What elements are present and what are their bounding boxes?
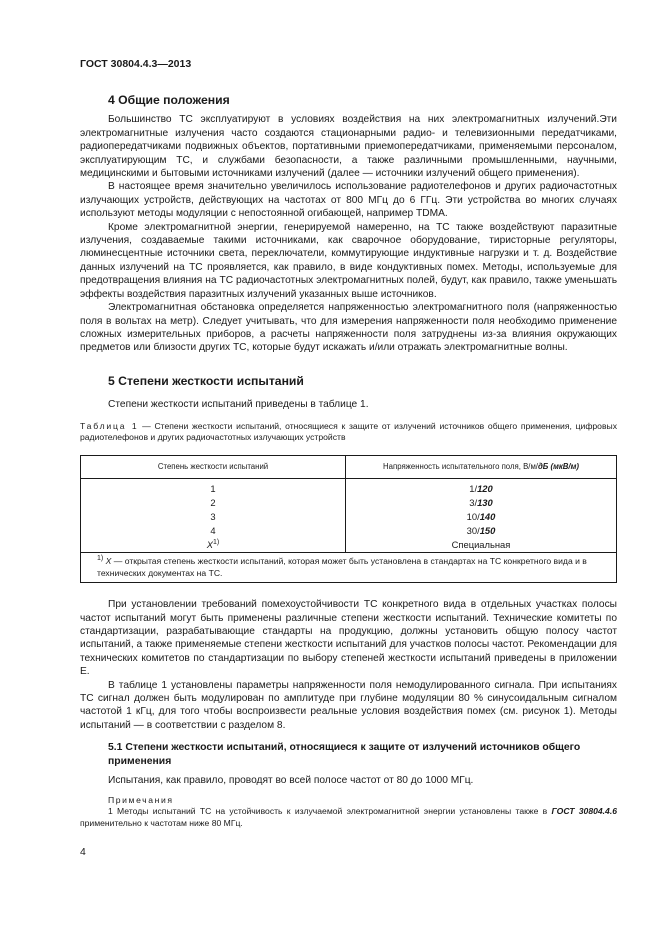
table-cell-value	[346, 496, 617, 510]
footnote-text: — открытая степень жесткости испытаний, которая может быть установлена в стандартах на ТС конкретного вида и в технических документах на ТС.	[97, 555, 587, 578]
footnote-marker: 1)	[97, 554, 104, 562]
table-1	[80, 455, 617, 583]
table-row	[81, 478, 617, 496]
table-cell-level	[81, 538, 346, 553]
footnote-x: X	[105, 555, 112, 566]
section-5-body	[80, 598, 617, 732]
table-cell-level: 2	[81, 496, 346, 510]
footnote-marker: 1)	[213, 538, 220, 546]
value-vm: 10/	[466, 510, 480, 522]
table-cell-value	[346, 510, 617, 524]
table-caption-text: — Степени жесткости испытаний, относящиеся к защите от излучений источников общего применения, цифровых радиотелефонов и других радиочастотных излучающих устройств	[80, 420, 617, 442]
section-5-title: 5 Степени жесткости испытаний	[108, 373, 304, 388]
section-5-1-lead: Испытания, как правило, проводят во всей полосе частот от 80 до 1000 МГц.	[108, 775, 474, 786]
special-level-x: X	[206, 538, 214, 550]
table-row	[81, 496, 617, 510]
section-5	[80, 375, 617, 732]
table-cell-value	[346, 524, 617, 538]
table-cell-level: 3	[81, 510, 346, 524]
table-cell-value	[346, 478, 617, 496]
note-1-text: 1 Методы испытаний ТС на устойчивость к излучаемой электромагнитной энергии установлены также в	[108, 806, 552, 817]
header-db-units: дБ (мкВ/м)	[537, 462, 579, 472]
table-header-level: Степень жесткости испытаний	[81, 455, 346, 478]
table-header-field-strength	[346, 455, 617, 478]
table-1-caption	[80, 421, 617, 443]
header-units: Напряженность испытательного поля, В/м/	[383, 462, 538, 472]
page-number: 4	[80, 847, 86, 858]
table-cell-value: Специальная	[346, 538, 617, 553]
section-4-paragraph: В настоящее время значительно увеличилось использование радиотелефонов и других радиочастотных излучающих устройств, действующих на частотах от 800 МГц до 6 ГГц. Эти устройства во многих случаях используют методы модуляции с непостоянной огибающей, например TDMA.	[80, 181, 617, 220]
table-cell-level: 4	[81, 524, 346, 538]
section-4-paragraph: Большинство ТС эксплуатируют в условиях воздействия на них электромагнитных излучений.Эти электромагнитные излучения часто создаются стационарными радио- и телевизионными передатчиками, радиопередатчиками подвижных объектов, портативными приемопередатчиками, применяемыми персоналом, эксплуатирующим ТС, и службами безопасности, а также различными промышленными, научными, медицинскими и бытовыми источниками излучений (далее — источники излучений общего применения).	[80, 114, 617, 180]
table-cell-level: 1	[81, 478, 346, 496]
section-4-paragraph: Кроме электромагнитной энергии, генерируемой намеренно, на ТС также воздействуют паразитные излучения, создаваемые такими источниками, как сварочное оборудование, тиристорные регуляторы, люминесцентные источники света, переключатели, коммутирующие индуктивные нагрузки и т. д. Воздействие данных излучений на ТС проявляется, как правило, в виде кондуктивных помех. Методы, используемые для предотвращения влияния на ТС радиочастотных электромагнитных полей, будут, как правило, также уменьшать эффекты воздействия паразитных излучений указанных выше источников.	[80, 221, 617, 300]
value-vm: 1/	[469, 482, 478, 494]
section-4	[80, 94, 617, 355]
value-vm: 3/	[469, 496, 478, 508]
value-db: 120	[477, 482, 493, 494]
section-4-title: 4 Общие положения	[108, 93, 230, 107]
section-5-paragraph: При установлении требований помехоустойчивости ТС конкретного вида в отдельных участках полосы частот испытаний могут быть применены различные степени жесткости испытаний. Технические комитеты по стандартизации, разрабатывающие стандарты на продукцию, должны установить общую полосу частот испытаний, а также применяемые степени жесткости испытаний для участков полосы частот. Рекомендации для технических комитетов по стандартизации по выбору степеней жесткости испытаний приведены в приложении Е.	[80, 599, 617, 678]
note-1-text-end: применительно к частотам ниже 80 МГц.	[80, 817, 243, 828]
table-row	[81, 510, 617, 524]
value-db: 150	[479, 524, 496, 536]
value-db: 130	[477, 496, 493, 508]
note-1-standard-ref: ГОСТ 30804.4.6	[551, 806, 617, 817]
table-row-special	[81, 538, 617, 553]
section-5-paragraph: В таблице 1 установлены параметры напряженности поля немодулированного сигнала. При испытаниях ТС сигнал должен быть модулирован по амплитуде при глубине модуляции 80 % синусоидальным сигналом частотой 1 кГц, для того чтобы воспроизвести реальные условия воздействия помех (см. рисунок 1). Методы испытаний — в соответствии с разделом 8.	[80, 679, 617, 731]
note-1	[80, 806, 617, 828]
notes-title: Примечания	[108, 795, 174, 806]
table-footnote	[81, 552, 617, 582]
section-5-1	[80, 741, 617, 829]
document-header: ГОСТ 30804.4.3—2013	[80, 58, 192, 70]
table-header-row	[81, 455, 617, 478]
section-5-intro: Степени жесткости испытаний приведены в таблице 1.	[108, 399, 369, 411]
table-caption-label: Таблица 1	[80, 420, 139, 431]
section-4-paragraph: Электромагнитная обстановка определяется напряженностью электромагнитного поля (напряженностью поля в вольтах на метр). Следует учитывать, что для измерения напряженности поля необходимо применение сложных измерительных приборов, а расчеты напряженности поля затруднены из-за влияния окружающих предметов или близости других ТС, которые будут искажать и/или отражать электромагнитные волны.	[80, 302, 617, 354]
table-note-row	[81, 552, 617, 582]
value-vm: 30/	[466, 524, 480, 536]
table-row	[81, 524, 617, 538]
page-content	[80, 92, 617, 829]
value-db: 140	[479, 510, 496, 522]
section-5-1-title: 5.1 Степени жесткости испытаний, относящиеся к защите от излучений источников общего применения	[108, 742, 581, 767]
